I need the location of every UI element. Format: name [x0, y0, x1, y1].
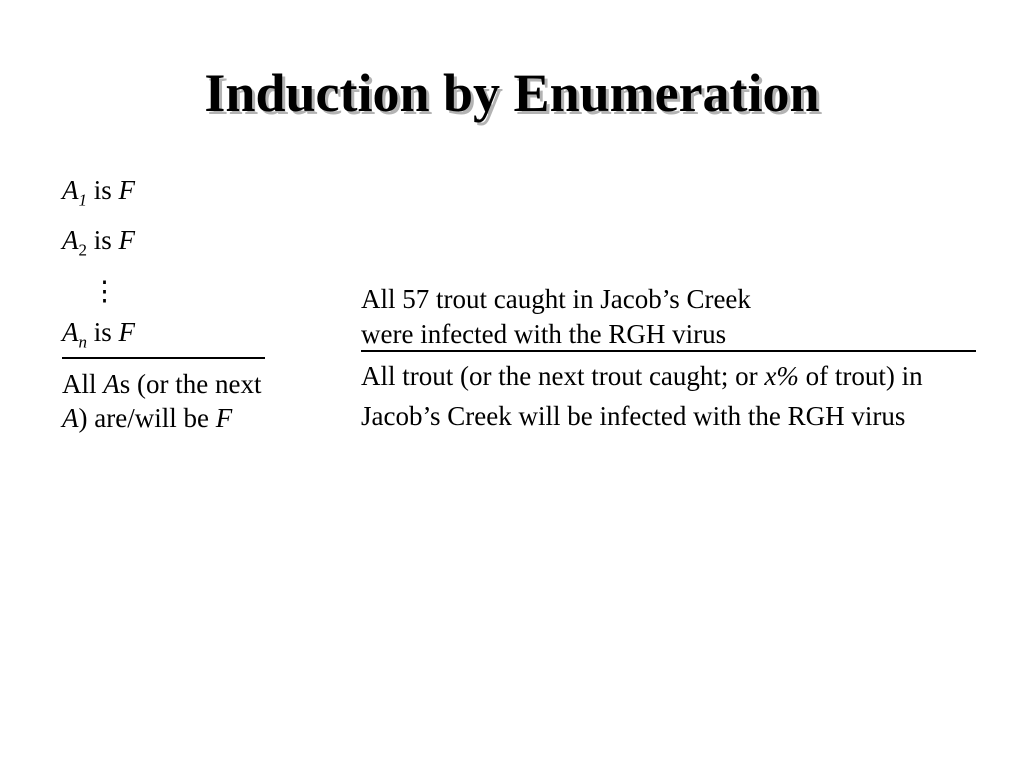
premise-n-index: n: [78, 332, 87, 352]
schema-conclusion-predicate: F: [215, 403, 233, 434]
premise-2-subject: A: [62, 225, 79, 256]
schema-conclusion-subject1: A: [103, 369, 120, 400]
example-premise-line-2: were infected with the RGH virus: [361, 318, 976, 352]
example-conclusion-part2: of trout) in Jacob’s Creek will be infected with the RGH virus: [361, 361, 923, 431]
schema-conclusion-part1: All: [62, 369, 104, 400]
schema-conclusion-part3: ) are/will be: [78, 403, 216, 434]
trout-example: [361, 280, 976, 436]
premise-2-predicate: F: [118, 225, 136, 256]
vertical-ellipsis: ⋮: [91, 275, 118, 306]
premise-1-index: 1: [78, 190, 87, 210]
example-premise-line-1: All 57 trout caught in Jacob’s Creek: [361, 284, 751, 314]
premise-n-predicate: F: [118, 316, 136, 347]
slide-title: Induction by Enumeration: [204, 63, 820, 123]
schema-conclusion-subject2: A: [62, 403, 79, 434]
premise-1-verb: is: [87, 175, 119, 205]
enumeration-schema: [62, 170, 292, 435]
schema-conclusion: [62, 367, 287, 435]
premise-n-subject: A: [62, 316, 79, 347]
premise-n: [62, 312, 292, 367]
premise-n-verb: is: [87, 316, 119, 347]
premise-1: [62, 170, 292, 220]
premise-1-predicate: F: [118, 175, 136, 205]
example-conclusion-variable: x%: [764, 361, 799, 391]
example-conclusion: [361, 356, 971, 436]
example-conclusion-part1: All trout (or the next trout caught; or: [361, 361, 765, 391]
schema-conclusion-part2: s (or the next: [119, 369, 262, 400]
premise-2-index: 2: [78, 240, 87, 260]
premise-1-subject: A: [62, 175, 79, 205]
premise-2-verb: is: [87, 225, 119, 256]
premise-2: [62, 220, 292, 270]
